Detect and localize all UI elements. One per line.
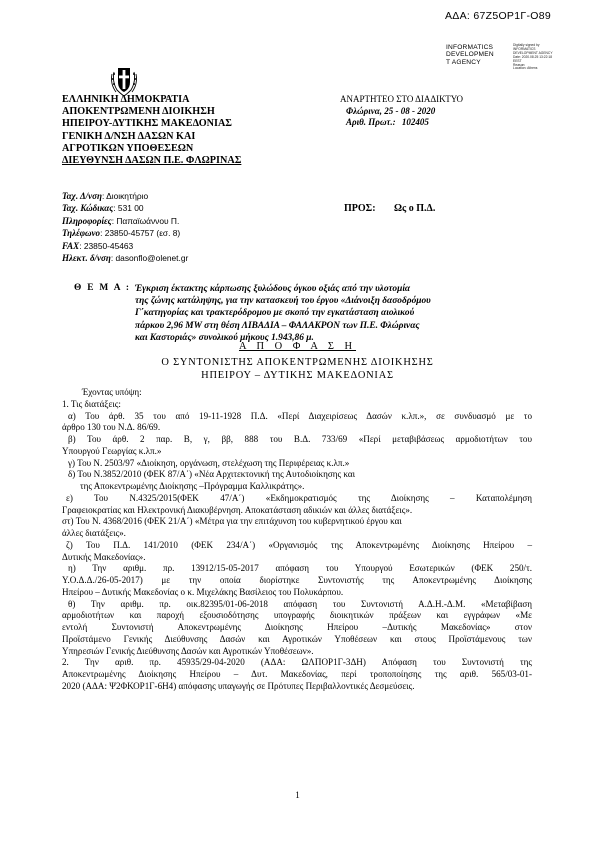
- protocol-number: Αριθ. Πρωτ.: 102405: [346, 117, 429, 128]
- body-line: Υ.Ο.Δ.Δ./26-05-2017) με την οποία διορίστηκε Συντονιστής της Αποκεντρωμένης Διοίκησης: [62, 575, 532, 585]
- body-line: Γραφειοκρατίας και Ηλεκτρονική Διακυβέρνηση. Αποκατάσταση αδικιών και άλλες διατάξεις».: [62, 504, 413, 515]
- body-line: της Αποκεντρωμένης Διοίκησης –Πρόγραμμα Καλλικράτης».: [80, 481, 305, 491]
- subject-line: πάρκου 2,96 MW στη θέση ΛΙΒΑΔΙΑ – ΦΑΛΑΚΡΟΝ των Π.Ε. Φλώρινας: [135, 320, 420, 331]
- authority-line: ΗΠΕΙΡΟΥ-ΔΥΤΙΚΗΣ ΜΑΚΕΔΟΝΙΑΣ: [62, 118, 232, 130]
- contact-value: : Διοικητήριο: [101, 191, 149, 201]
- signature-detail-line: INFORMATICS: [513, 46, 536, 51]
- body-line: η) Την αριθμ. πρ. 13912/15-05-2017 απόφαση του Υπουργού Εσωτερικών (ΦΕΚ 250/τ.: [68, 563, 532, 574]
- greek-emblem-icon: [108, 64, 140, 98]
- authority-line: ΓΕΝΙΚΗ Δ/ΝΣΗ ΔΑΣΩΝ ΚΑΙ: [62, 130, 196, 142]
- contact-value: : 531 00: [113, 203, 144, 214]
- signature-details: [513, 44, 553, 71]
- decision-title: Α Π Ο Φ Α Σ Η: [238, 341, 357, 352]
- ada-code: ΑΔΑ: 67Ζ5ΟΡ1Γ-Ο89: [444, 10, 551, 22]
- contact-label: Ταχ. Δ/νση: [62, 191, 102, 201]
- contact-label: Ταχ. Κώδικας: [62, 203, 114, 214]
- contact-row: [62, 240, 188, 252]
- contact-row: [62, 202, 188, 214]
- authority-line: ΔΙΕΥΘΥΝΣΗ ΔΑΣΩΝ Π.Ε. ΦΛΩΡΙΝΑΣ: [62, 155, 242, 167]
- body-line: Έχοντας υπόψη:: [82, 387, 142, 397]
- contact-value: : 23850-45757 (εσ. 8): [100, 228, 181, 239]
- contact-row: [62, 252, 188, 264]
- recipient-label: ΠΡΟΣ:: [344, 203, 376, 214]
- authority-line: ΑΠΟΚΕΝΤΡΩΜΕΝΗ ΔΙΟΙΚΗΣΗ: [62, 106, 215, 118]
- contact-row: [62, 227, 188, 239]
- authority-line: ΑΓΡΟΤΙΚΩΝ ΥΠΟΘΕΣΕΩΝ: [62, 142, 194, 154]
- issuing-authority: [62, 94, 241, 167]
- signer-line: DEVELOPMEN: [446, 51, 494, 59]
- signer-line: T AGENCY: [446, 58, 481, 66]
- coordinator-heading: Ο ΣΥΝΤΟΝΙΣΤΗΣ ΑΠΟΚΕΝΤΡΩΜΕΝΗΣ ΔΙΟΙΚΗΣΗΣ ΗΠΕΙΡΟΥ – ΔΥΤΙΚΗΣ ΜΑΚΕΔΟΝΙΑΣ: [161, 357, 434, 381]
- contact-value: : Παπαϊωάννου Π.: [111, 215, 180, 226]
- subject-line: της ζώνης κατάληψης, για την κατασκευή του έργου «Διάνοιξη δασοδρόμου: [135, 296, 431, 307]
- authority-line: ΕΛΛΗΝΙΚΗ ΔΗΜΟΚΡΑΤΙΑ: [62, 94, 190, 105]
- signature-detail-line: Date: 2020.08.25 13:22:18: [513, 54, 553, 59]
- recipient: [344, 203, 451, 214]
- body-line: εντολή Συντονιστή Αποκεντρωμένης Διοίκησης Ηπείρου –Δυτικής Μακεδονίας» στον: [62, 622, 532, 632]
- signer-line: INFORMATICS: [446, 44, 494, 51]
- signature-detail-line: Reason:: [513, 62, 526, 67]
- body-line: αρμοδιοτήτων και παροχή εξουσιοδότησης υπογραφής διοικητικών πράξεων και εγγράφων «Με: [62, 610, 532, 621]
- document-reference: [340, 94, 463, 129]
- body-line: α) Του άρθ. 35 του από 19-11-1928 Π.Δ. «Περί Διαχειρίσεως Δασών κ.λπ.», σε συνδυασμό με το: [68, 410, 532, 421]
- decision-body: [62, 387, 532, 693]
- body-line: 2. Την αριθ. πρ. 45935/29-04-2020 (ΑΔΑ: ΩΛΠΟΡ1Γ-3ΔΗ) Απόφαση του Συντονιστή της: [62, 657, 532, 668]
- body-line: Ηπείρου – Δυτικής Μακεδονίας ο κ. Μιχελάκης Βασίλειος του Πολυκάρπου.: [62, 586, 344, 597]
- subject-line: Γ΄κατηγορίας και τρακτερόδρομου με σκοπό την εγκατάσταση αιολικού: [135, 308, 415, 319]
- contact-label: Ηλεκτ. δ/νση: [62, 253, 111, 264]
- publish-online-note: ΑΝΑΡΤΗΤΕΟ ΣΤΟ ΔΙΑΔΙΚΤΥΟ: [340, 94, 463, 104]
- subject-line: και Καστοριάς» συνολικού μήκους 1.943,86 μ.: [135, 332, 314, 343]
- body-line: γ) Του Ν. 2503/97 «Διοίκηση, οργάνωση, στελέχωση της Περιφέρειας κ.λπ.»: [68, 457, 350, 468]
- signature-detail-line: Digitally signed by: [513, 43, 540, 47]
- body-line: Υπηρεσιών Γενικής Διεύθυνσης Δασών και Αγροτικών Υποθέσεων».: [62, 645, 314, 656]
- signature-detail-line: EEST: [513, 58, 522, 63]
- page-number: 1: [295, 790, 300, 800]
- signature-detail-line: Location: Athens: [513, 66, 538, 71]
- recipient-value: Ως ο Π.Δ.: [394, 203, 436, 214]
- contact-value: : 23850-45463: [79, 240, 134, 251]
- body-line: άρθρο 130 του Ν.Δ. 86/69.: [62, 422, 161, 433]
- document-date: Φλώρινα, 25 - 08 - 2020: [346, 105, 436, 116]
- contact-value: : dasonflo@olenet.gr: [110, 253, 189, 264]
- body-line: ζ) Του Π.Δ. 141/2010 (ΦΕΚ 234/Α΄) «Οργανισμός της Αποκεντρωμένης Διοίκησης Ηπείρου –: [66, 539, 532, 550]
- body-line: θ) Την αριθμ. πρ. οικ.82395/01-06-2018 απόφαση του Συντονιστή Α.Δ.Η.-Δ.Μ. «Μεταβίβαση: [68, 598, 532, 609]
- signer-name: [446, 44, 494, 66]
- contact-info: [62, 190, 188, 264]
- body-line: στ) Του Ν. 4368/2016 (ΦΕΚ 21/Α΄) «Μέτρα για την επιτάχυνση του κυβερνητικού έργου και: [62, 516, 402, 527]
- body-line: β) Του άρθ. 2 παρ. Β, γ, ββ, 888 του Β.Δ. 733/69 «Περί μεταβιβάσεως αρμοδιοτήτων του: [68, 434, 532, 444]
- subject-label: Θ Ε Μ Α :: [74, 283, 131, 293]
- body-line: δ) Του Ν.3852/2010 (ΦΕΚ 87/Α΄) «Νέα Αρχιτεκτονική της Αυτοδιοίκησης και: [68, 469, 356, 480]
- contact-row: [62, 215, 188, 227]
- contact-label: Τηλέφωνο: [62, 228, 101, 239]
- subject-line: Έγκριση έκτακτης κάρπωσης ξυλώδους όγκου οξιάς από την υλοτομία: [135, 284, 411, 294]
- contact-row: [62, 190, 188, 202]
- signature-detail-line: DEVELOPMENT AGENCY: [513, 50, 553, 55]
- contact-label: FAX: [62, 240, 80, 251]
- digital-signature-stamp: [446, 44, 566, 76]
- contact-label: Πληροφορίες: [62, 215, 112, 226]
- body-line: Υπουργού Γεωργίας κ.λπ.»: [62, 445, 162, 456]
- body-line: Αποκεντρωμένης Διοίκησης Ηπείρου – Δυτ. Μακεδονίας, περί τροποποίησης της αριθ. 565/03-01-: [62, 669, 532, 679]
- body-line: άλλες διατάξεις».: [62, 528, 126, 538]
- body-line: Προϊστάμενο Γενικής Διεύθυνσης Δασών και Αγροτικών Υποθέσεων και στους Προϊστάμενους των: [62, 633, 532, 644]
- subject-text: [135, 283, 503, 344]
- body-line: 1. Τις διατάξεις:: [62, 398, 121, 409]
- body-line: 2020 (ΑΔΑ: Ψ2ΦΚΟΡ1Γ-6Η4) απόφασης υπαγωγής σε Πρότυπες Περιβαλλοντικές Δεσμεύσεις.: [62, 680, 415, 691]
- body-line: ε) Του Ν.4325/2015(ΦΕΚ 47/Α΄) «Εκδημοκρατισμός της Διοίκησης – Καταπολέμηση: [66, 492, 532, 503]
- body-line: Δυτικής Μακεδονίας».: [62, 551, 146, 562]
